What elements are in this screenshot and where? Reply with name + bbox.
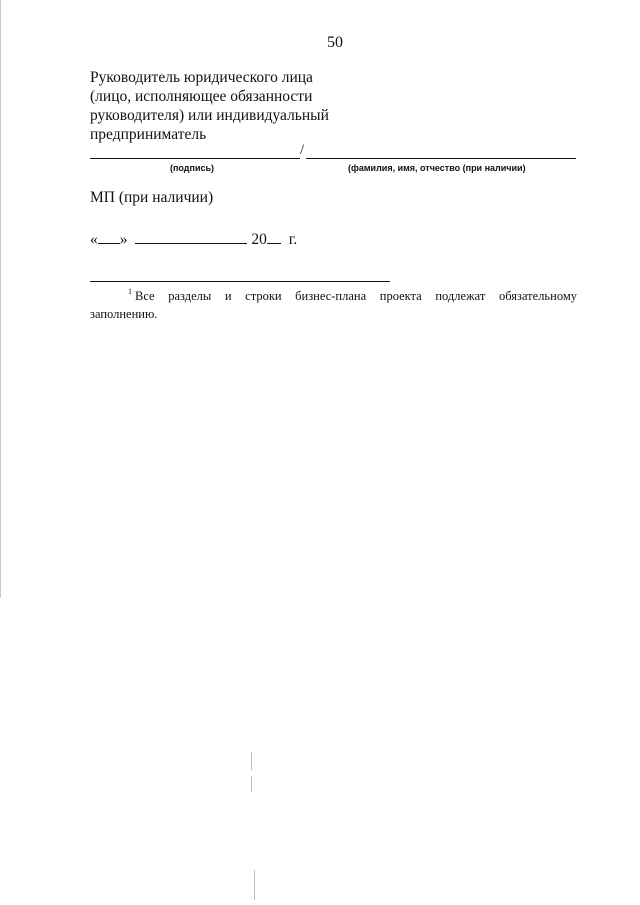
year-blank	[267, 229, 281, 244]
date-line	[90, 229, 297, 249]
signer-title-line: Руководитель юридического лица	[90, 69, 313, 86]
footnote-marker: 1	[128, 287, 132, 296]
footnote-first-line	[90, 283, 577, 305]
signer-title-block	[90, 68, 390, 144]
signer-title-line: (лицо, исполняющее обязанности	[90, 88, 313, 105]
full-name-caption: (фамилия, имя, отчество (при наличии)	[348, 163, 526, 173]
full-name-blank-line	[306, 158, 576, 159]
stamp-label: МП (при наличии)	[90, 189, 214, 206]
day-blank	[98, 229, 120, 244]
left-margin-line	[0, 0, 1, 598]
date-open-quote: «	[90, 231, 98, 248]
signer-title-line: предприниматель	[90, 126, 207, 143]
page-number: 50	[327, 34, 343, 51]
scan-artifact-mark	[251, 776, 252, 792]
signer-title-line: руководителя) или индивидуальный	[90, 107, 329, 124]
scan-artifact-mark	[251, 752, 252, 770]
footnote-text-line1: Все разделы и строки бизнес-плана проекта подлежат обязательному	[135, 289, 577, 303]
signature-caption: (подпись)	[170, 163, 215, 173]
month-blank	[135, 229, 247, 244]
footnote	[90, 283, 577, 323]
date-close-quote: »	[119, 231, 128, 248]
signature-separator-slash: /	[300, 142, 305, 158]
date-century: 20	[251, 231, 267, 248]
footnote-separator-rule	[90, 281, 390, 282]
signature-blank-line	[90, 158, 300, 159]
scan-artifact-mark	[254, 870, 255, 900]
date-year-suffix: г.	[288, 231, 298, 248]
footnote-text-line2: заполнению.	[90, 307, 158, 321]
